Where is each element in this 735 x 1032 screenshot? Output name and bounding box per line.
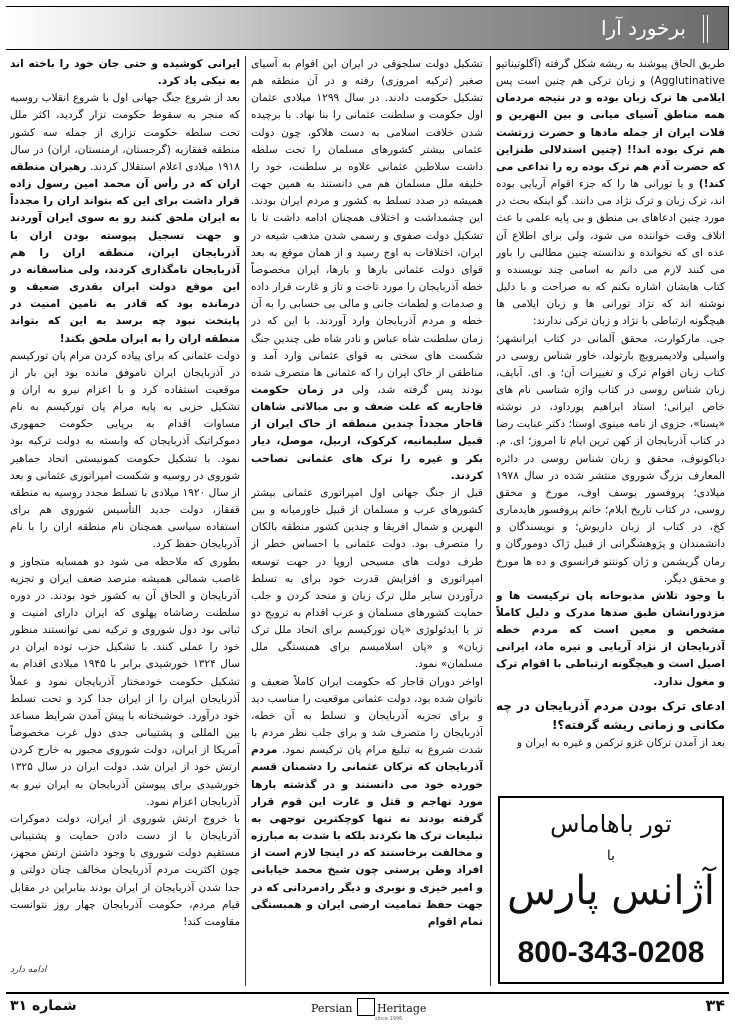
paragraph: تشکیل دولت سلجوقی در ایران این اقوام به آسیای صغیر (ترکیه امروزی) رفته و در آن منطقه هم تشکیل حکومت دادند. در سال ۱۲۹۹ میلادی عثمان اول حکومت و سلطنت عثمانی را بنا نهاد. با برچیده شدن خلافت اسلامی به دست هلاکو، چون دولت عثمانی بیشتر کشورهای مسلمان را تحت سلطه داشت سلاطین عثمانی علاوه بر سلطنت، خود را خلیفه ملل مسلمان هم می دانستند به همین جهت همیشه در صدد تسلط به کشور و مردم ایران بودند. این چشمداشت و اختلاف همچنان ادامه داشت تا با تشکیل دولت صفوی و رسمی شدن مذهب شیعه در ایران، اختلافات به اوج رسید و از همان موقع به بعد قوای دولت عثمانی بارها و بارها، ایران مخصوصاً خطه آذربایجان را مورد تاخت و تاز و غارت قرار داده و صدمات و لطمات جانی و مالی بی حسابی را به آن خطه و مردم آذربایجان وارد آوردند. با این که در زمان سلطنت شاه عباس و نادر شاه طی چندین جنگ شکست های سختی به قوای عثمانی وارد آمد و مناطقی از خاک ایران را که عثمانی ها متصرف شده بودند پس گرفته شد، ولی در زمان حکومت قاجاریه که علت ضعف و بی مبالاتی شاهان قاجار مجدداً چندین منطقه از خاک ایران از قبیل سلیمانیه، کرکوک، اربیل، موصل، دیار بکر و غیره را ترک های عثمانی تصاحب کردند.	[251, 58, 483, 482]
publication-logo	[305, 996, 435, 1026]
logo-word-heritage: Heritage	[377, 1002, 427, 1015]
ad-connector: با	[606, 848, 616, 864]
paragraph: جی. مارکوارت، محقق آلمانی در کتاب ایرانشهر؛ واسیلی ولادیمیرویچ بارتولد، خاور شناس روسی در کتاب زبان اقوام ترک و تغییرات آن؛ و. ای. آبایف، زبان شناس روسی در کتاب واژه شناسی نام های خاص ایرانی؛ استاد ابراهیم پورداود، در نوشته «یسنا»، جزوی از نامه مینوی اوستا؛ دکتر عنایت رضا در کتاب آذربایجان از کهن ترین ایام تا امروز؛ ای. م. دیاکونوف، محقق و زبان شناس روسی در دائره المعارف بزرگ شوروی منتشر شده در سال ۱۹۷۸ میلادی؛ پروفسور یوسف اوف، مورخ و محقق روسی، در کتاب تاریخ ایلام؛ خانم پروفسور هایدماری کخ، در کتاب از زبان داریوش؛ و نویسندگان و دانشمندان و پژوهشگرانی از قبیل ژاک دومورگان و رمان گریشمن و ژان کونتنو فرانسوی و ده ها مورخ و محقق دیگر.	[496, 332, 725, 585]
section-title: برخورد آرا	[601, 16, 686, 40]
paragraph: دولت عثمانی که برای پیاده کردن مرام پان تورکیسم در آذربایجان ایران ناموفق مانده بود این بار از موقعیت استفاده کرد و با اعزام نیرو به اران و تشکیل حزبی به پایه مرام پان تورکیسم به نام مساوات اقدام به برپایی حکومت جمهوری دموکراتیک آذربایجان که وابسته به دولت ترکیه بود نمود. با تشکیل حکومت کمونیستی اتحاد جماهیر شوروی در روسیه و شکست امپراتوری عثمانی و بعد از سال ۱۹۲۰ میلادی با تسلط مجدد روسیه به منطقه قفقاز، دولت جدید التأسیس شوروی هم برای استفاده سیاسی همچنان نام منطقه اران را با نام آذربایجان حفظ کرد.	[10, 349, 240, 551]
ad-headline: تور باهاماس	[550, 810, 672, 838]
paragraph-bold: ایرانی کوشیده و حتی جان خود را باخته اند به نیکی یاد کرد.	[10, 58, 240, 88]
article-column-3	[10, 56, 240, 984]
paragraph: بعد از شروع جنگ جهانی اول با شروع انقلاب روسیه که منجر به سقوط حکومت تزار گردید، اکثر ملل تحت سلطه حکومت تزاری از جمله سه کشور منطقه قفقازیه (گرجستان، ارمنستان، اران) در سال ۱۹۱۸ میلادی اعلام استقلال کردند. رهبران منطقه اران که در رأس آن محمد امین رسول زاده قرار داشت برای این که بتواند اران را مجدداً به ایران ملحق کنند رو به سوی ایران آوردند و جهت تسجیل پیوسته بودن اران با آذربایجان ایران، منطقه اران را هم آذربایجان نامگذاری کردند، ولی متاسفانه در این موقع دولت ایران بقدری ضعیف و درمانده بود که قادر به تامین امنیت در پایتخت نبود چه برسد به این که بتواند منطقه اران را به ایران ملحق بکند!	[10, 92, 240, 345]
logo-tagline: since 1996	[375, 1016, 403, 1022]
paragraph: قبل از جنگ جهانی اول امپراتوری عثمانی بیشتر کشورهای عرب و مسلمان از قبیل خاورمیانه و بین النهرین و شمال افریقا و چندین کشور منطقه بالکان را متصرف بود. دولت عثمانی با احساس خطر از طرف دولت های مسیحی اروپا در جهت توسعه امپراتوری و افزایش قدرت خود برای به تسلط درآوردن سایر ملل ترک زبان و متحد کردن و جلب حمایت کشورهای مسلمان و عرب اقدام به ترویج دو تز یا ایدئولوژی «پان تورکیسم برای اتحاد ملل ترک زبان» و «پان اسلامیسم برای همبستگی ملل مسلمان» نمود.	[251, 486, 483, 671]
ad-phone-number[interactable]: 800-343-0208	[517, 936, 705, 969]
column-rule	[245, 56, 246, 986]
logo-word-persian: Persian	[311, 1002, 353, 1015]
paragraph-bold: با وجود تلاش مذبوحانه پان ترکیست ها و مزدورانشان طبق صدها مدرک و دلیل کاملاً مشخص و معین است که مردم خطه آذربایجان از نژاد آریایی و تیره ماد، ایرانی اصیل است و هیچگونه ارتباطی با اقوام ترک و مغول ندارد.	[496, 589, 725, 688]
header-divider	[707, 15, 708, 43]
paragraph: با خروج ارتش شوروی از ایران، دولت دموکرات آذربایجان با از دست دادن حمایت و پشتیبانی مستقیم دولت شوروی با وجود داشتن ارتش مجهز، چون اکثریت مردم آذربایجان مخالف چنان دولتی و جدا شدن آذربایجان از ایران بودند بنابراین در مقابل قیام مردم، حکومت آذربایجان چهار روز نتوانست مقاومت کند!	[10, 812, 240, 928]
logo-emblem-icon	[357, 998, 375, 1016]
column-rule	[490, 56, 491, 986]
ad-agency-name: آژانس پارس	[507, 868, 715, 914]
paragraph: بطوری که ملاحظه می شود دو همسایه متجاوز و غاصب شمالی همیشه مترصد ضعف ایران و تجزیه آذربایجان و الحاق آن به کشور خود بودند. در دوره سلطنت رضاشاه پهلوی که ایران دارای امنیت و ثباتی بود دول شوروی و ترکیه نمی توانستند منظور خود را عملی کنند. با تشکیل حزب توده ایران در سال ۱۳۲۴ خورشیدی برابر با ۱۹۴۵ میلادی اقدام به تشکیل حکومت خودمختار آذربایجان نمود و عملاً آذربایجان ایران را از ایران جدا کرد و تحت تسلط خود درآورد. خوشبختانه با پیش آمدن شرایط مساعد بین المللی و پشتیبانی جدی دول غرب مخصوصاً آمریکا از ایران، دولت شوروی مجبور به خارج کردن ارتش خود از ایران شد. دولت ایران در سال ۱۳۲۵ خورشیدی برای پیوستن آذربایجان به ایران نیرو به آذربایجان اعزام نمود.	[10, 555, 240, 808]
article-column-2	[251, 56, 483, 984]
paragraph: بعد از آمدن ترکان غزو ترکمن و غیره به ایران و	[516, 736, 725, 749]
continued-note: ادامه دارد	[10, 965, 47, 975]
section-header	[6, 6, 729, 50]
page-number: ۳۴	[705, 996, 725, 1015]
paragraph: طریق الحاق پیوشند به ریشه شکل گرفته (آگلوتیناتیو Agglutinative) و زبان ترکی هم چنین است پس ایلامی ها ترک زبان بوده و در نتیجه مردمان همه مناطق آسیای میانی و بین النهرین و فلات ایران از جمله مادها و حضرت زرتشت هم ترک بوده اند!! (چنین استدلالی طنزاین که حضرت آدم هم ترک بوده ره را تداعی می کند!) و یا تورانی ها را که جزء اقوام آریایی بوده اند، ترک زبان و ترک نژاد می دانند. گو اینکه بحث در مورد چنین ادعاهای بی منطق و بی پایه علمی با عث اتلاف وقت خواننده می شود، ولی برای اطلاع آن عده ای که نخوانده و ندانسته چنین مطالبی را باور می کنند لازم می دانم به اسامی چند نویسنده و کتاب هایشان اشاره بکنم که به صراحت و با دلیل نوشته اند که نژاد تورانی ها و زبان ایلامی ها هیچگونه ارتباطی با نژاد و زبان ترکی ندارند:	[496, 58, 725, 328]
paragraph: اواخر دوران قاجار که حکومت ایران کاملاً ضعیف و ناتوان شده بود، دولت عثمانی موقعیت را مناسب دید و برای تجزیه آذربایجان و تسلط به آن خطه، آذربایجان را متصرف شد و برای جلب نظر مردم با شدت شروع به تبلیغ مرام پان ترکیسم نمود. مردم آذربایجان که ترکان عثمانی را دشمنان قسم خورده خود می دانستند و در گذشته بارها مورد تهاجم و قتل و غارت این قوم قرار گرفته بودند نه تنها کوچکترین توجهی به تبلیغات ترک ها نکردند بلکه با شدت به مبارزه و مخالفت برخاستند که در اینجا لازم است از افراد وطن پرستی چون شیخ محمد خیابانی و امیر خیزی و نوبری و دیگر رادمردانی که در جهت حفظ تمامیت ارضی ایران و همبستگی تمام اقوام	[251, 675, 483, 928]
advertisement-box[interactable]	[498, 796, 724, 984]
footer-rule	[6, 992, 729, 994]
header-divider	[703, 15, 704, 43]
subheading: ادعای ترک بودن مردم آذربایجان در چه مکانی و زمانی ریشه گرفته؟!	[496, 698, 725, 732]
issue-number: شماره ۳۱	[10, 998, 77, 1014]
